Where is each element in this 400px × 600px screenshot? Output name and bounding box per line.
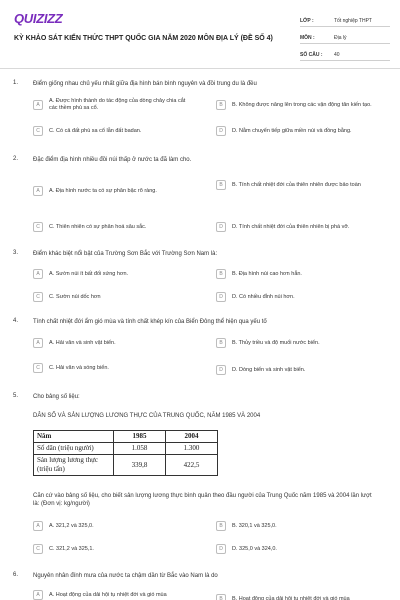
meta-count-value: 40 <box>334 52 340 58</box>
question-text: Nguyên nhân đính mưa của nước ta chậm dần từ Bắc vào Nam là do <box>33 573 218 579</box>
option-letter-box: B <box>216 269 226 279</box>
q5-option-c[interactable] <box>33 540 193 558</box>
option-letter-box: D <box>216 292 226 302</box>
option-letter-box: A <box>33 186 43 196</box>
option-letter-box: B <box>216 521 226 531</box>
q6-option-b[interactable] <box>216 590 386 600</box>
q5-option-b[interactable] <box>216 517 386 535</box>
question-text: Điểm khác biệt nổi bật của Trường Sơn Bắc với Trường Sơn Nam là: <box>33 251 218 257</box>
option-text: A. Địa hình nước ta có sự phân bậc rõ ràng. <box>49 187 157 194</box>
option-letter-box: D <box>216 222 226 232</box>
option-letter-box: B <box>216 180 226 190</box>
option-text: B. Địa hình núi cao hơn hẳn. <box>232 270 302 277</box>
option-letter-box: C <box>33 126 43 136</box>
table-caption: DÂN SỐ VÀ SẢN LƯỢNG LƯƠNG THỰC CỦA TRUNG QUỐC, NĂM 1985 VÀ 2004 <box>33 413 261 419</box>
meta-count-label: SỐ CÂU : <box>300 52 323 58</box>
option-letter-box: B <box>216 100 226 110</box>
meta-class-value: Tốt nghiệp THPT <box>334 18 372 24</box>
table-cell: 1.300 <box>166 443 218 455</box>
q4-option-c[interactable] <box>33 359 123 377</box>
meta-subject-value: Địa lý <box>334 35 347 41</box>
q3-option-c[interactable] <box>33 288 193 306</box>
quizizz-logo: QUIZIZZ <box>14 11 63 26</box>
option-text: D. Tính chất nhiệt đới của thiên nhiên bị phá vỡ. <box>232 223 350 230</box>
q4-option-b[interactable] <box>216 334 386 352</box>
option-letter-box: C <box>33 222 43 232</box>
q2-option-d[interactable] <box>216 218 386 236</box>
table-row <box>34 455 218 476</box>
table-cell: 339,8 <box>114 455 166 476</box>
option-letter-box: A <box>33 590 43 600</box>
question-number: 3. <box>13 250 19 256</box>
meta-count-row <box>300 46 390 61</box>
option-text: A. 321,2 và 325,0. <box>49 522 94 529</box>
meta-class-label: LỚP : <box>300 18 314 24</box>
worksheet-meta <box>300 12 390 63</box>
option-text: D. Dòng biển và sinh vật biển. <box>232 366 306 373</box>
table-cell: Số dân (triệu người) <box>34 443 114 455</box>
q2-option-b[interactable] <box>216 176 386 194</box>
option-letter-box: B <box>216 338 226 348</box>
option-text: B. Không được nâng lên trong các vận động tân kiến tạo. <box>232 101 372 108</box>
option-text: C. Hải văn và sóng biển. <box>49 364 109 371</box>
meta-class-row <box>300 12 390 27</box>
option-text: A. Hoạt động của dải hội tụ nhiệt đới và gió mùa <box>49 591 167 598</box>
option-text: A. Được hình thành do tác động của dòng chảy chia cắt các thềm phù sa cổ. <box>49 98 186 111</box>
option-text: C. 321,2 và 325,1. <box>49 545 94 552</box>
meta-subject-row <box>300 29 390 44</box>
option-letter-box: D <box>216 365 226 375</box>
option-text: B. Tính chất nhiệt đới của thiên nhiên được bảo toàn <box>232 181 361 188</box>
worksheet-title: KỲ KHẢO SÁT KIẾN THỨC THPT QUỐC GIA NĂM 2020 MÔN ĐỊA LÝ (ĐỀ SỐ 4) <box>14 35 273 42</box>
q3-option-b[interactable] <box>216 265 386 283</box>
option-letter-box: C <box>33 544 43 554</box>
question-number: 6. <box>13 572 19 578</box>
option-text: B. 320,1 và 325,0. <box>232 522 277 529</box>
q1-option-d[interactable] <box>216 122 386 140</box>
option-letter-box: D <box>216 544 226 554</box>
option-text: B. Hoạt động của dải hội tụ nhiệt đới và gió mùa <box>232 595 350 600</box>
option-letter-box: D <box>216 126 226 136</box>
table-header-row <box>34 431 218 443</box>
table-row <box>34 443 218 455</box>
option-text: A. Hải văn và sinh vật biển. <box>49 339 116 346</box>
table-cell: Sản lượng lương thực (triệu tấn) <box>34 455 114 476</box>
question-text: Tính chất nhiệt đới ẩm gió mùa và tính chất khép kín của Biển Đông thể hiện qua yếu tố <box>33 319 267 325</box>
option-letter-box: B <box>216 594 226 600</box>
q4-option-d[interactable] <box>216 361 386 379</box>
option-letter-box: C <box>33 363 43 373</box>
option-text: B. Thủy triều và độ muối nước biển. <box>232 339 320 346</box>
q4-option-a[interactable] <box>33 334 193 352</box>
option-text: A. Sườn núi ít bất đối xứng hơn. <box>49 270 129 277</box>
question-number: 1. <box>13 80 19 86</box>
population-food-table <box>33 430 218 476</box>
q6-option-a[interactable] <box>33 586 193 600</box>
table-header-cell: Năm <box>34 431 114 443</box>
meta-subject-label: MÔN : <box>300 35 315 41</box>
question-text: Điểm giống nhau chủ yếu nhất giữa địa hình bán bình nguyên và đồi trung du là đều <box>33 81 257 87</box>
option-letter-box: A <box>33 521 43 531</box>
q3-option-d[interactable] <box>216 288 386 306</box>
q2-option-c[interactable] <box>33 218 193 236</box>
option-text: C. Sườn núi dốc hơn <box>49 293 101 300</box>
question-text: Đặc điểm địa hình nhiều đồi núi thấp ở nước ta đã làm cho. <box>33 157 192 163</box>
table-header-cell: 1985 <box>114 431 166 443</box>
question-number: 2. <box>13 156 19 162</box>
question-followup-text: Căn cứ vào bảng số liệu, cho biết sản lượng lương thực bình quân theo đầu người của Trung Quốc năm 1985 và 2004 lần lượt là: (Đơn vị: kg/người) <box>33 493 372 507</box>
table-header-cell: 2004 <box>166 431 218 443</box>
option-text: D. Nằm chuyển tiếp giữa miền núi và đồng bằng. <box>232 127 352 134</box>
option-text: C. Có cả đất phù sa cổ lẫn đất badan. <box>49 127 142 134</box>
header-divider <box>0 68 400 69</box>
option-letter-box: A <box>33 100 43 110</box>
option-text: D. Có nhiều đỉnh núi hơn. <box>232 293 295 300</box>
option-text: C. Thiên nhiên có sự phân hoá sâu sắc. <box>49 223 147 230</box>
q2-option-a[interactable] <box>33 182 193 200</box>
option-letter-box: A <box>33 269 43 279</box>
table-cell: 422,5 <box>166 455 218 476</box>
option-letter-box: C <box>33 292 43 302</box>
question-number: 5. <box>13 393 19 399</box>
question-number: 4. <box>13 318 19 324</box>
q1-option-a[interactable] <box>33 96 193 114</box>
q5-option-d[interactable] <box>216 540 386 558</box>
question-text: Cho bảng số liệu: <box>33 394 80 400</box>
q1-option-c[interactable] <box>33 122 193 140</box>
option-letter-box: A <box>33 338 43 348</box>
option-text: D. 325,0 và 324,0. <box>232 545 277 552</box>
q3-option-a[interactable] <box>33 265 193 283</box>
worksheet-header <box>0 0 400 68</box>
table-cell: 1.058 <box>114 443 166 455</box>
q5-option-a[interactable] <box>33 517 193 535</box>
q1-option-b[interactable] <box>216 96 386 114</box>
